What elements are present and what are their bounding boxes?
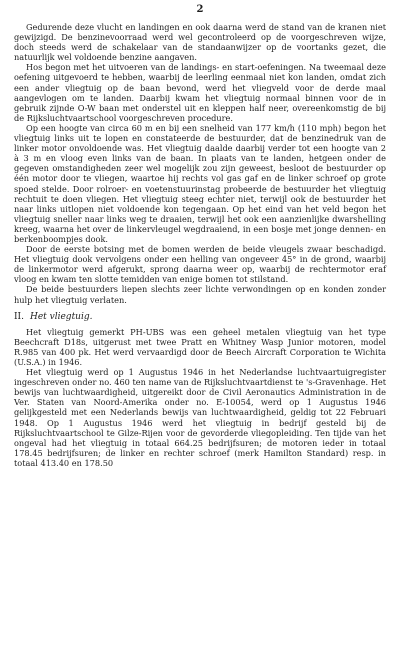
section-heading	[14, 312, 386, 322]
paragraph-aircraft-registration: Het vliegtuig werd op 1 Augustus 1946 in het Nederlandse luchtvaartuigregister ingeschreven onder no. 460 ten name van de Rijksluchtvaartdienst te 's-Gravenhage. Het bewijs van luchtwaardigheid, uitgereikt door de Civil Aeronautics Administration in de Ver. Staten van Noord-Amerika onder no. E-10054, werd op 1 Augustus 1946 gelijkgesteld met een Nederlands bewijs van luchtwaardigheid, geldig tot 22 Februari 1948. Op 1 Augustus 1946 werd het vliegtuig in bedrijf gesteld bij de Rijksluchtvaartschool te Gilze-Rijen voor de gevorderde vliegopleiding. Ten tijde van het ongeval had het vliegtuig in totaal 664.25 bedrijfsuren; de motoren ieder in totaal 178.45 bedrijfsuren; de linker en rechter schroef (merk Hamilton Standard) resp. in totaal 413.40 en 178.50	[14, 367, 386, 468]
section-title: Het vliegtuig.	[29, 311, 93, 322]
paragraph-crash: Door de eerste botsing met de bomen werden de beide vleugels zwaar beschadigd. Het vliegtuig dook vervolgens onder een helling van ongeveer 45° in de grond, waarbij de linkermotor werd afgerukt, sprong daarna weer op, waarbij de rechtermotor eraf vloog en kwam ten slotte temidden van enige bomen tot stilstand.	[14, 244, 386, 285]
paragraph-engine-failure: Op een hoogte van circa 60 m en bij een snelheid van 177 km/h (110 mph) begon het vliegtuig links uit te lopen en constateerde de bestuurder, dat de benzinedruk van de linker motor onvoldoende was. Het vliegtuig daalde daarbij verder tot een hoogte van 2 à 3 m en vloog even links van de baan. In plaats van te landen, hetgeen onder de gegeven omstandigheden zeer wel mogelijk zou zijn geweest, besloot de bestuurder op één motor door te vliegen, waartoe hij rechts vol gas gaf en de linker schroef op grote spoed stelde. Door rolroer- en voetenstuurinstag probeerde de bestuurder het vliegtuig rechtuit te doen vliegen. Het vliegtuig steeg echter niet, terwijl ook de bestuurder het naar links uitlopen niet voldoende kon tegengaan. Op het eind van het veld begon het vliegtuig sneller naar links weg te draaien, terwijl het ook een aanzienlijke dwarshelling kreeg, waarna het over de linkervleugel wegdraaiend, in een bosje met jonge dennen- en berkenboompjes dook.	[14, 122, 386, 244]
page-number: 2	[196, 4, 204, 15]
paragraph-injuries: De beide bestuurders liepen slechts zeer lichte verwondingen op en konden zonder hulp het vliegtuig verlaten.	[14, 284, 386, 305]
paragraph-landing-exercises: Hos begon met het uitvoeren van de landings- en start-oefeningen. Na tweemaal deze oefening uitgevoerd te hebben, waarbij de leerling eenmaal niet kon landen, omdat zich een ander vliegtuig op de baan bevond, werd het vliegveld voor de derde maal aangevlogen om te landen. Daarbij kwam het vliegtuig normaal binnen voor de in gebruik zijnde O-W baan met onderstel uit en kleppen half neer, overeenkomstig de bij de Rijksluchtvaartschool voorgeschreven procedure.	[14, 62, 386, 123]
section-number: II.	[14, 311, 24, 322]
paragraph-aircraft-description: Het vliegtuig gemerkt PH-UBS was een geheel metalen vliegtuig van het type Beechcraft D18s, uitgerust met twee Pratt en Whitney Wasp Junior motoren, model R.985 van 400 pk. Het werd vervaardigd door de Beech Aircraft Corporation te Wichita (U.S.A.) in 1946.	[14, 326, 386, 367]
paragraph-fuel-taps: Gedurende deze vlucht en landingen en ook daarna werd de stand van de kranen niet gewijzigd. De benzinevoorraad werd wel gecontroleerd op de voorgeschreven wijze, doch steeds werd de schakelaar van de standaanwijzer op de voortanks gezet, die natuurlijk wel voldoende benzine aangaven.	[14, 22, 386, 63]
